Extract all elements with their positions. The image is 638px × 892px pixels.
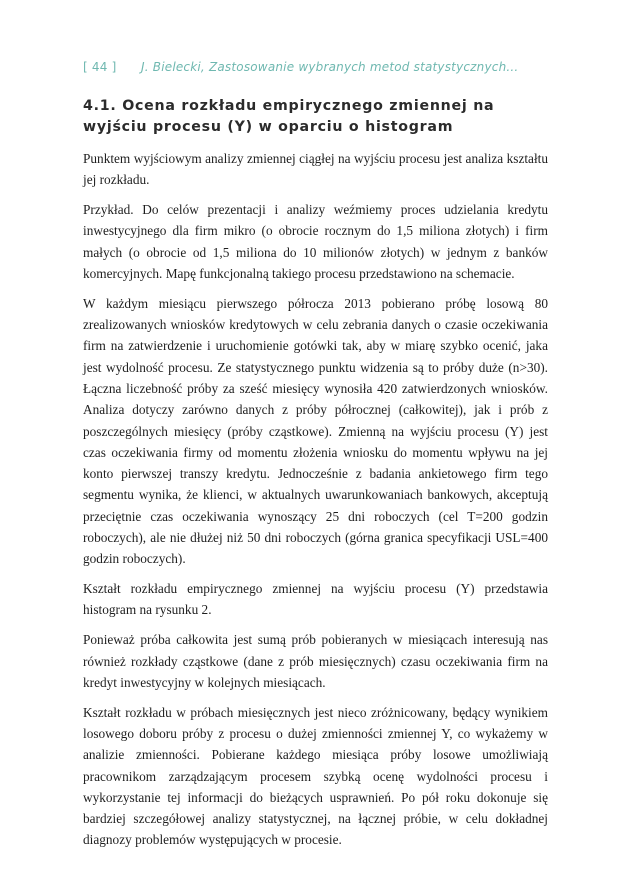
paragraph: Kształt rozkładu w próbach miesięcznych jest nieco zróżnicowany, będący wynikiem losowego doboru próby z procesu o dużej zmienności zmiennej Y, co wykażemy w analizie zmienności. Pobierane każdego miesiąca próby losowe umożliwiają pracownikom zarządzającym procesem szybką ocenę wydolności procesu i wykorzystanie tej informacji do bieżących usprawnień. Po pół roku dokonuje się bardziej szczegółowej analizy statystycznej, na łącznej próbie, w celu dokładnej diagnozy problemów występujących w procesie. bbox=[83, 704, 548, 848]
paragraph: W każdym miesiącu pierwszego półrocza 2013 pobierano próbę losową 80 zrealizowanych wniosków kredytowych w celu zebrania danych o czasie oczekiwania firm na zatwierdzenie i uruchomienie gotówki tak, aby w miarę szybko ocenić, jaka jest wydolność procesu. Ze statystycznego punktu widzenia są to próby duże (n>30). Łączna liczebność próby za sześć miesięcy wynosiła 420 zatwierdzonych wniosków. Analiza dotyczy zarówno danych z próby półrocznej (całkowitej), jak i prób z poszczególnych miesięcy (próby cząstkowe). Zmienną na wyjściu procesu (Y) jest czas oczekiwania firmy od momentu złożenia wniosku do momentu wpływu na jej konto pierwszej transzy kredytu. Jednocześnie z badania ankietowego firm tego segmentu wynika, że klienci, w aktualnych uwarunkowaniach bankowych, akceptują przeciętnie czas oczekiwania wynoszący 25 dni roboczych (cel T=200 godzin roboczych), ale nie dłużej niż 50 dni roboczych (górna granica specyfikacji USL=400 godzin roboczych). bbox=[83, 295, 548, 567]
paragraph: Kształt rozkładu empirycznego zmiennej na wyjściu procesu (Y) przedstawia histogram na rysunku 2. bbox=[83, 581, 548, 618]
paragraph: Przykład. Do celów prezentacji i analizy weźmiemy proces udzielania kredytu inwestycyjnego dla firm mikro (o obrocie rocznym do 1,5 miliona złotych) i firm małych (o obrocie od 1,5 miliona do 10 milionów złotych) w jednym z banków komercyjnych. Mapę funkcjonalną takiego procesu przedstawiono na schemacie. bbox=[83, 202, 548, 281]
body-text bbox=[83, 148, 548, 859]
page-number: [ 44 ] bbox=[83, 60, 117, 74]
paragraph: Punktem wyjściowym analizy zmiennej ciągłej na wyjściu procesu jest analiza kształtu jej rozkładu. bbox=[83, 151, 548, 188]
running-title: J. Bielecki, Zastosowanie wybranych metod statystycznych... bbox=[141, 60, 519, 74]
paragraph: Ponieważ próba całkowita jest sumą prób pobieranych w miesiącach interesują nas również rozkłady cząstkowe (dane z prób miesięcznych) czasu oczekiwania firm na kredyt inwestycyjny w kolejnych miesiącach. bbox=[83, 632, 548, 690]
running-header bbox=[83, 60, 563, 74]
section-heading: 4.1. Ocena rozkładu empirycznego zmiennej na wyjściu procesu (Y) w oparciu o histogram bbox=[83, 98, 495, 135]
